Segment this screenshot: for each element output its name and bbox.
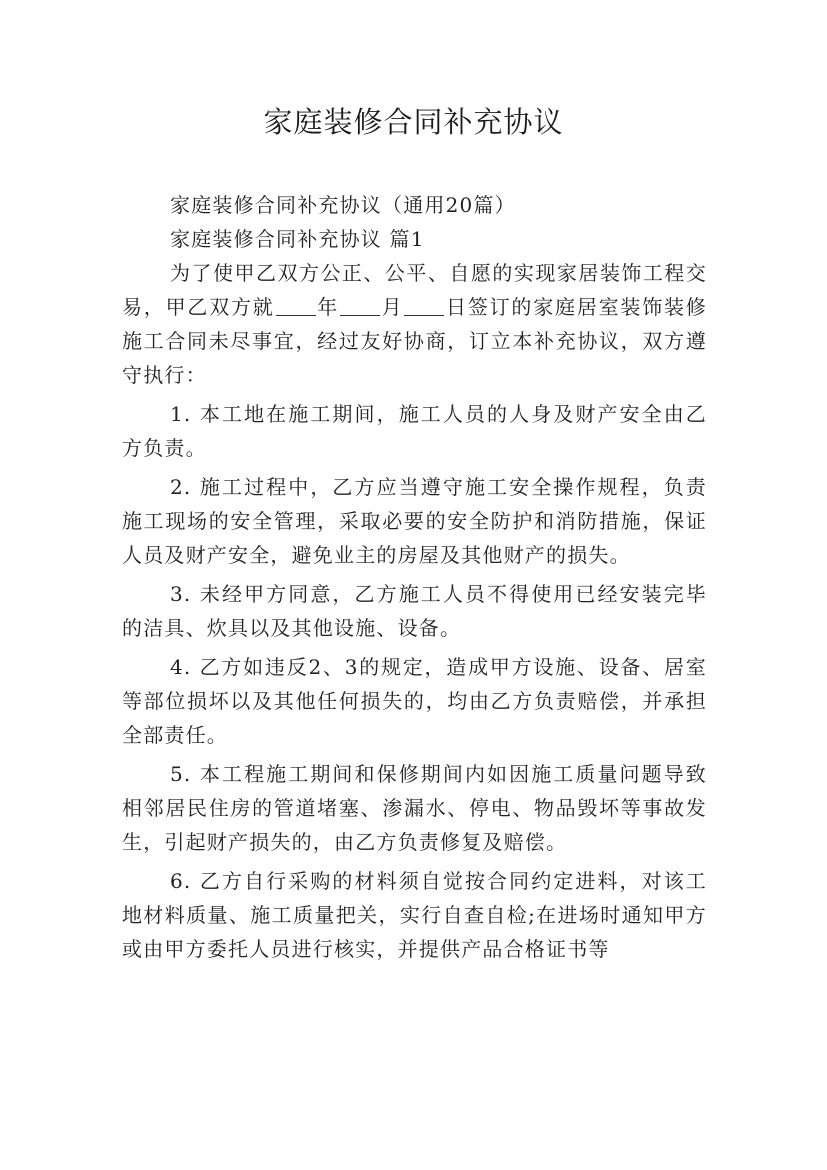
- clause-3: 3. 未经甲方同意，乙方施工人员不得使用已经安装完毕的洁具、炊具以及其他设施、设备。: [122, 582, 707, 640]
- month-label: 月: [381, 295, 404, 319]
- section-heading: 家庭装修合同补充协议 篇1: [170, 227, 425, 251]
- clause-6: 6. 乙方自行采购的材料须自觉按合同约定进料，对该工地材料质量、施工质量把关，实行自查自检;在进场时通知甲方或由甲方委托人员进行核实，并提供产品合格证书等: [122, 869, 707, 961]
- document-title: 家庭装修合同补充协议: [263, 105, 564, 139]
- day-blank: [404, 295, 444, 316]
- document-subtitle: 家庭装修合同补充协议（通用20篇）: [170, 193, 516, 217]
- year-blank: [276, 295, 316, 316]
- month-blank: [340, 295, 380, 316]
- document-body: [122, 188, 707, 966]
- year-label: 年: [316, 295, 340, 319]
- intro-text-part1: 为了使甲乙双方公正、公平、自愿的实现家居装饰工程交易，甲乙双方就: [122, 261, 707, 319]
- intro-paragraph: [122, 256, 707, 392]
- clause-5: 5. 本工程施工期间和保修期间内如因施工质量问题导致相邻居民住房的管道堵塞、渗漏水、停电、物品毁坏等事故发生，引起财产损失的，由乙方负责修复及赔偿。: [122, 762, 707, 854]
- clause-4: 4. 乙方如违反2、3的规定，造成甲方设施、设备、居室等部位损坏以及其他任何损失的，均由乙方负责赔偿，并承担全部责任。: [122, 655, 707, 747]
- clause-1: 1. 本工地在施工期间，施工人员的人身及财产安全由乙方负责。: [122, 402, 707, 460]
- intro-text-part2: 日签订的家庭居室装饰装修施工合同未尽事宜，经过友好协商，订立本补充协议，双方遵守执行：: [122, 295, 708, 387]
- clause-2: 2. 施工过程中，乙方应当遵守施工安全操作规程，负责施工现场的安全管理，采取必要的安全防护和消防措施，保证人员及财产安全，避免业主的房屋及其他财产的损失。: [122, 475, 707, 567]
